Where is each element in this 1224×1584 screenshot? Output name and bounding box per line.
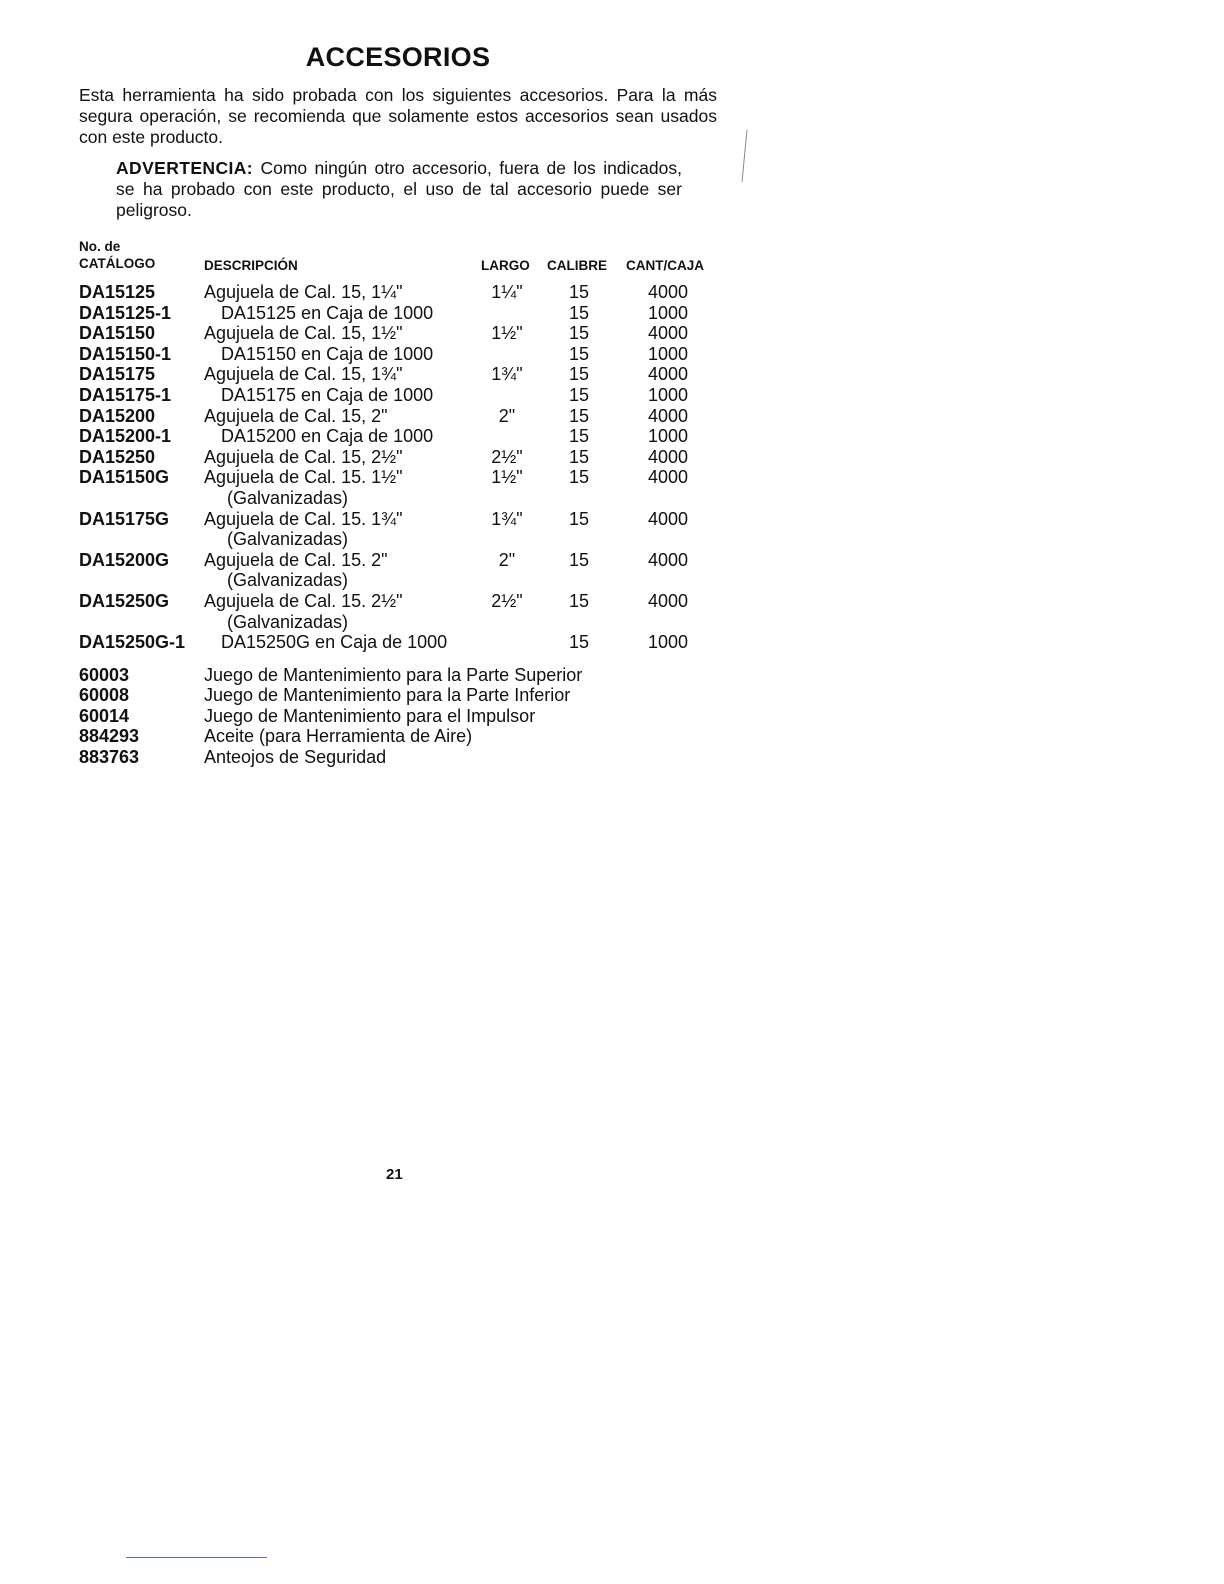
- description: Agujuela de Cal. 15. 1¾": [204, 508, 403, 529]
- description: Agujuela de Cal. 15. 2": [204, 549, 388, 570]
- extra-row: [79, 726, 739, 747]
- calibre-value: 15: [568, 446, 590, 467]
- warning-lead: ADVERTENCIA:: [116, 158, 254, 178]
- largo-value: 1¾": [491, 508, 523, 529]
- calibre-value: 15: [568, 302, 590, 323]
- cant-value: 4000: [647, 467, 689, 488]
- page-number: 21: [386, 1166, 403, 1183]
- calibre-value: 15: [568, 549, 590, 570]
- extra-row: [79, 706, 739, 727]
- calibre-value: 15: [568, 384, 590, 405]
- header-catalog-line2: CATÁLOGO: [79, 256, 156, 271]
- catalog-number: DA15150-1: [79, 343, 172, 364]
- cant-value: 4000: [647, 364, 689, 385]
- description: Agujuela de Cal. 15, 2½": [204, 446, 403, 467]
- table-row: [79, 303, 739, 324]
- description: DA15175 en Caja de 1000: [221, 384, 434, 405]
- intro-paragraph: Esta herramienta ha sido probada con los siguientes accesorios. Para la más segura operación, se recomienda que solamente estos accesorios sean usados con este producto.: [79, 85, 717, 147]
- cant-value: 1000: [647, 426, 689, 447]
- calibre-value: 15: [568, 282, 590, 302]
- calibre-value: 15: [568, 343, 590, 364]
- description: Agujuela de Cal. 15. 1½": [204, 467, 403, 488]
- table-row: [79, 632, 739, 653]
- description: DA15250G en Caja de 1000: [221, 632, 448, 653]
- largo-value: 2": [498, 549, 516, 570]
- footer-rule: [126, 1557, 267, 1558]
- catalog-number: DA15125: [79, 282, 156, 302]
- description: Juego de Mantenimiento para la Parte Inferior: [204, 685, 571, 706]
- catalog-number: DA15150: [79, 323, 156, 344]
- calibre-value: 15: [568, 405, 590, 426]
- extra-row: [79, 665, 739, 686]
- calibre-value: 15: [568, 467, 590, 488]
- header-catalog: [79, 238, 189, 272]
- table-row: [79, 550, 739, 591]
- description: Juego de Mantenimiento para el Impulsor: [204, 705, 536, 726]
- calibre-value: 15: [568, 323, 590, 344]
- largo-value: 1½": [491, 323, 523, 344]
- table-row: [79, 344, 739, 365]
- calibre-value: 15: [568, 426, 590, 447]
- catalog-number: DA15175G: [79, 508, 170, 529]
- description: Agujuela de Cal. 15, 1¾": [204, 364, 403, 385]
- calibre-value: 15: [568, 590, 590, 611]
- catalog-number: DA15200-1: [79, 426, 172, 447]
- table-row: [79, 426, 739, 447]
- description: Anteojos de Seguridad: [204, 747, 387, 768]
- table-row: [79, 447, 739, 468]
- table-row: [79, 406, 739, 427]
- catalog-number: 60014: [79, 705, 130, 726]
- catalog-number: DA15150G: [79, 467, 170, 488]
- largo-value: 2": [498, 405, 516, 426]
- header-cant: CANT/CAJA: [626, 258, 705, 273]
- table-row: [79, 385, 739, 406]
- largo-value: 2½": [491, 446, 523, 467]
- header-largo: LARGO: [481, 258, 530, 273]
- description: Agujuela de Cal. 15, 2": [204, 405, 388, 426]
- description-note: (Galvanizadas): [227, 529, 349, 550]
- cant-value: 1000: [647, 343, 689, 364]
- page-title: ACCESORIOS: [305, 42, 491, 72]
- largo-value: 1¾": [491, 364, 523, 385]
- cant-value: 4000: [647, 508, 689, 529]
- description: DA15125 en Caja de 1000: [221, 302, 434, 323]
- description: Agujuela de Cal. 15, 1½": [204, 323, 403, 344]
- largo-value: 1½": [491, 467, 523, 488]
- table-row: [79, 323, 739, 344]
- description-note: (Galvanizadas): [227, 487, 349, 508]
- extra-row: [79, 685, 739, 706]
- header-calibre: CALIBRE: [547, 258, 607, 273]
- table-body: [79, 282, 739, 768]
- description: Agujuela de Cal. 15. 2½": [204, 590, 403, 611]
- description-note: (Galvanizadas): [227, 570, 349, 591]
- description: DA15150 en Caja de 1000: [221, 343, 434, 364]
- description: Aceite (para Herramienta de Aire): [204, 726, 473, 747]
- table-row: [79, 282, 739, 303]
- header-catalog-line1: No. de: [79, 239, 121, 254]
- header-description: DESCRIPCIÓN: [204, 258, 298, 273]
- description: Juego de Mantenimiento para la Parte Superior: [204, 664, 583, 685]
- description-note: (Galvanizadas): [227, 611, 349, 632]
- catalog-number: DA15200G: [79, 549, 170, 570]
- calibre-value: 15: [568, 632, 590, 653]
- table-header: [79, 238, 739, 278]
- extra-row: [79, 747, 739, 768]
- calibre-value: 15: [568, 364, 590, 385]
- description: Agujuela de Cal. 15, 1¼": [204, 282, 403, 302]
- largo-value: 1¼": [491, 282, 523, 302]
- catalog-number: DA15175-1: [79, 384, 172, 405]
- description: DA15200 en Caja de 1000: [221, 426, 434, 447]
- accessories-table: [79, 238, 739, 768]
- table-row: [79, 364, 739, 385]
- catalog-number: 883763: [79, 747, 140, 768]
- cant-value: 1000: [647, 302, 689, 323]
- catalog-number: DA15125-1: [79, 302, 172, 323]
- cant-value: 1000: [647, 632, 689, 653]
- table-gap: [79, 653, 739, 665]
- largo-value: 2½": [491, 590, 523, 611]
- table-row: [79, 467, 739, 508]
- cant-value: 4000: [647, 446, 689, 467]
- catalog-number: 884293: [79, 726, 140, 747]
- catalog-number: 60003: [79, 664, 130, 685]
- catalog-number: 60008: [79, 685, 130, 706]
- catalog-number: DA15200: [79, 405, 156, 426]
- catalog-number: DA15175: [79, 364, 156, 385]
- margin-mark: [740, 130, 748, 182]
- warning-paragraph: [116, 158, 682, 221]
- cant-value: 1000: [647, 384, 689, 405]
- cant-value: 4000: [647, 282, 689, 302]
- catalog-number: DA15250G: [79, 590, 170, 611]
- calibre-value: 15: [568, 508, 590, 529]
- cant-value: 4000: [647, 549, 689, 570]
- cant-value: 4000: [647, 405, 689, 426]
- cant-value: 4000: [647, 323, 689, 344]
- catalog-number: DA15250: [79, 446, 156, 467]
- warning-text: Como ningún otro accesorio, fuera de los indicados, se ha probado con este producto, el uso de tal accesorio puede ser peligroso.: [116, 158, 682, 220]
- table-row: [79, 591, 739, 632]
- cant-value: 4000: [647, 590, 689, 611]
- catalog-number: DA15250G-1: [79, 632, 186, 653]
- table-row: [79, 509, 739, 550]
